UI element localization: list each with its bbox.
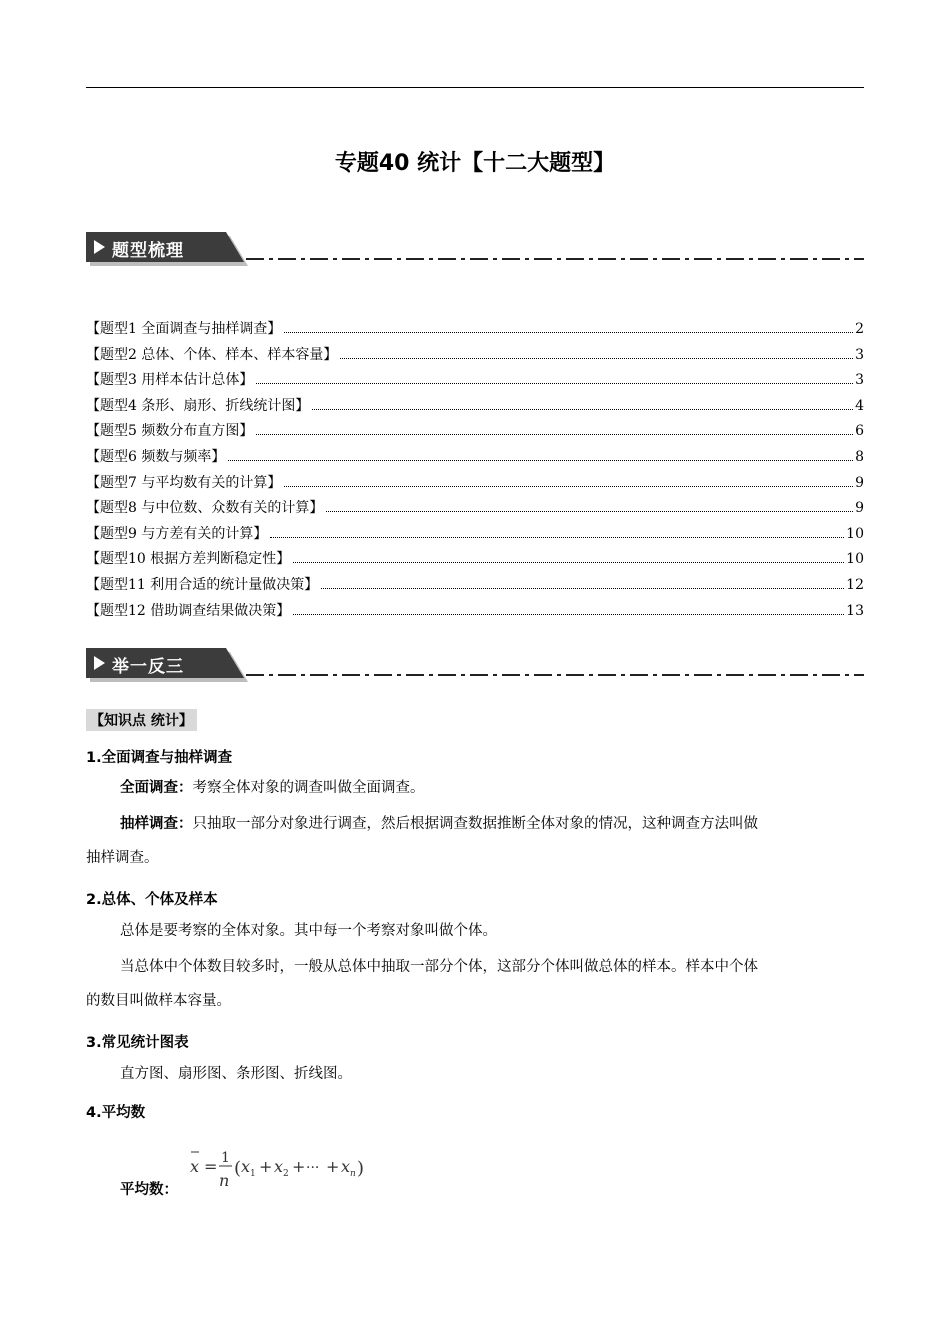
- paragraph-census: [86, 771, 864, 805]
- term-mean: 平均数：: [120, 1182, 178, 1198]
- toc-page-number: 9: [855, 474, 864, 491]
- toc-entry-label: 【题型10 根据方差判断稳定性】: [86, 551, 291, 568]
- toc-page-number: 12: [846, 576, 864, 593]
- text-charts: 直方图、扇形图、条形图、折线图。: [120, 1066, 352, 1082]
- section-title-2: 2.总体、个体及样本: [86, 892, 218, 908]
- table-of-contents: [86, 318, 864, 625]
- toc-entry-label: 【题型12 借助调查结果做决策】: [86, 602, 291, 619]
- dashed-rule: [246, 674, 864, 676]
- svg-text:2: 2: [283, 1169, 289, 1179]
- text-sample-cont: 的数目叫做样本容量。: [86, 993, 231, 1009]
- svg-text:n: n: [350, 1169, 356, 1179]
- toc-entry[interactable]: [86, 344, 864, 370]
- toc-entry[interactable]: [86, 369, 864, 395]
- toc-page-number: 13: [846, 602, 864, 619]
- toc-leader-dots: [284, 332, 853, 333]
- paragraph-charts: [86, 1057, 864, 1091]
- text-sampling-cont: 抽样调查。: [86, 850, 159, 866]
- banner-label: 举一反三: [112, 657, 184, 677]
- toc-leader-dots: [228, 460, 853, 461]
- svg-text:+: +: [259, 1157, 273, 1176]
- toc-entry[interactable]: [86, 395, 864, 421]
- toc-entry-label: 【题型5 频数分布直方图】: [86, 423, 254, 440]
- svg-text:x: x: [274, 1157, 284, 1176]
- toc-entry-label: 【题型11 利用合适的统计量做决策】: [86, 576, 319, 593]
- section-title-1: 1.全面调查与抽样调查: [86, 750, 233, 766]
- svg-text:): ): [357, 1158, 365, 1179]
- toc-page-number: 6: [855, 423, 864, 440]
- header-rule: [86, 87, 864, 88]
- term-census: 全面调查：: [120, 780, 193, 796]
- section-title-4: 4.平均数: [86, 1105, 146, 1121]
- text-sample: 当总体中个体数目较多时，一般从总体中抽取一部分个体，这部分个体叫做总体的样本。样本中个体: [120, 959, 758, 975]
- svg-text:(: (: [234, 1158, 242, 1179]
- toc-entry[interactable]: [86, 600, 864, 626]
- toc-entry-label: 【题型3 用样本估计总体】: [86, 372, 254, 389]
- toc-page-number: 4: [855, 397, 864, 414]
- term-sampling: 抽样调查：: [120, 816, 193, 832]
- toc-entry-label: 【题型7 与平均数有关的计算】: [86, 474, 282, 491]
- paragraph-sample: [86, 950, 864, 1018]
- toc-leader-dots: [321, 588, 844, 589]
- toc-page-number: 3: [855, 346, 864, 363]
- paragraph-sampling: [86, 807, 864, 875]
- toc-entry[interactable]: [86, 497, 864, 523]
- svg-text:x: x: [341, 1157, 351, 1176]
- toc-page-number: 8: [855, 448, 864, 465]
- toc-entry[interactable]: [86, 548, 864, 574]
- section-title-3: 3.常见统计图表: [86, 1035, 189, 1051]
- svg-text:=: =: [204, 1157, 218, 1176]
- toc-page-number: 10: [846, 551, 864, 568]
- toc-page-number: 9: [855, 500, 864, 517]
- toc-leader-dots: [293, 614, 844, 615]
- play-triangle-icon: [94, 240, 105, 254]
- paragraph-population: [86, 914, 864, 948]
- toc-entry[interactable]: [86, 420, 864, 446]
- banner-examples: [86, 648, 864, 682]
- svg-text:+: +: [326, 1157, 340, 1176]
- svg-text:1: 1: [250, 1169, 256, 1179]
- mean-formula-image: [188, 1146, 388, 1192]
- svg-text:x: x: [190, 1157, 200, 1176]
- svg-text:···: ···: [306, 1160, 320, 1176]
- toc-entry[interactable]: [86, 318, 864, 344]
- toc-leader-dots: [293, 562, 844, 563]
- toc-entry[interactable]: [86, 523, 864, 549]
- text-sampling: 只抽取一部分对象进行调查，然后根据调查数据推断全体对象的情况，这种调查方法叫做: [192, 816, 758, 832]
- toc-leader-dots: [270, 537, 844, 538]
- svg-text:1: 1: [221, 1150, 230, 1166]
- text-population: 总体是要考察的全体对象。其中每一个考察对象叫做个体。: [120, 923, 497, 939]
- page-title: 专题40 统计【十二大题型】: [334, 151, 616, 176]
- toc-leader-dots: [312, 409, 853, 410]
- svg-text:x: x: [241, 1157, 251, 1176]
- toc-entry-label: 【题型1 全面调查与抽样调查】: [86, 321, 282, 337]
- svg-text:n: n: [219, 1171, 230, 1190]
- toc-leader-dots: [340, 358, 853, 359]
- toc-page-number: 10: [846, 525, 864, 542]
- toc-leader-dots: [256, 434, 853, 435]
- banner-label: 题型梳理: [112, 241, 184, 261]
- toc-entry-label: 【题型4 条形、扇形、折线统计图】: [86, 397, 310, 414]
- play-triangle-icon: [94, 656, 105, 670]
- toc-leader-dots: [326, 511, 853, 512]
- text-census: 考察全体对象的调查叫做全面调查。: [192, 780, 425, 796]
- toc-entry-label: 【题型8 与中位数、众数有关的计算】: [86, 500, 324, 517]
- knowledge-point-tag: 【知识点 统计】: [86, 709, 197, 731]
- banner-toc: [86, 232, 864, 266]
- toc-entry-label: 【题型9 与方差有关的计算】: [86, 525, 268, 542]
- dashed-rule: [246, 258, 864, 260]
- svg-text:+: +: [292, 1157, 306, 1176]
- toc-entry[interactable]: [86, 446, 864, 472]
- toc-leader-dots: [284, 486, 853, 487]
- toc-entry[interactable]: [86, 472, 864, 498]
- toc-entry-label: 【题型2 总体、个体、样本、样本容量】: [86, 346, 338, 363]
- toc-page-number: 2: [855, 321, 864, 337]
- toc-leader-dots: [256, 383, 853, 384]
- toc-entry[interactable]: [86, 574, 864, 600]
- toc-page-number: 3: [855, 372, 864, 389]
- toc-entry-label: 【题型6 频数与频率】: [86, 448, 226, 465]
